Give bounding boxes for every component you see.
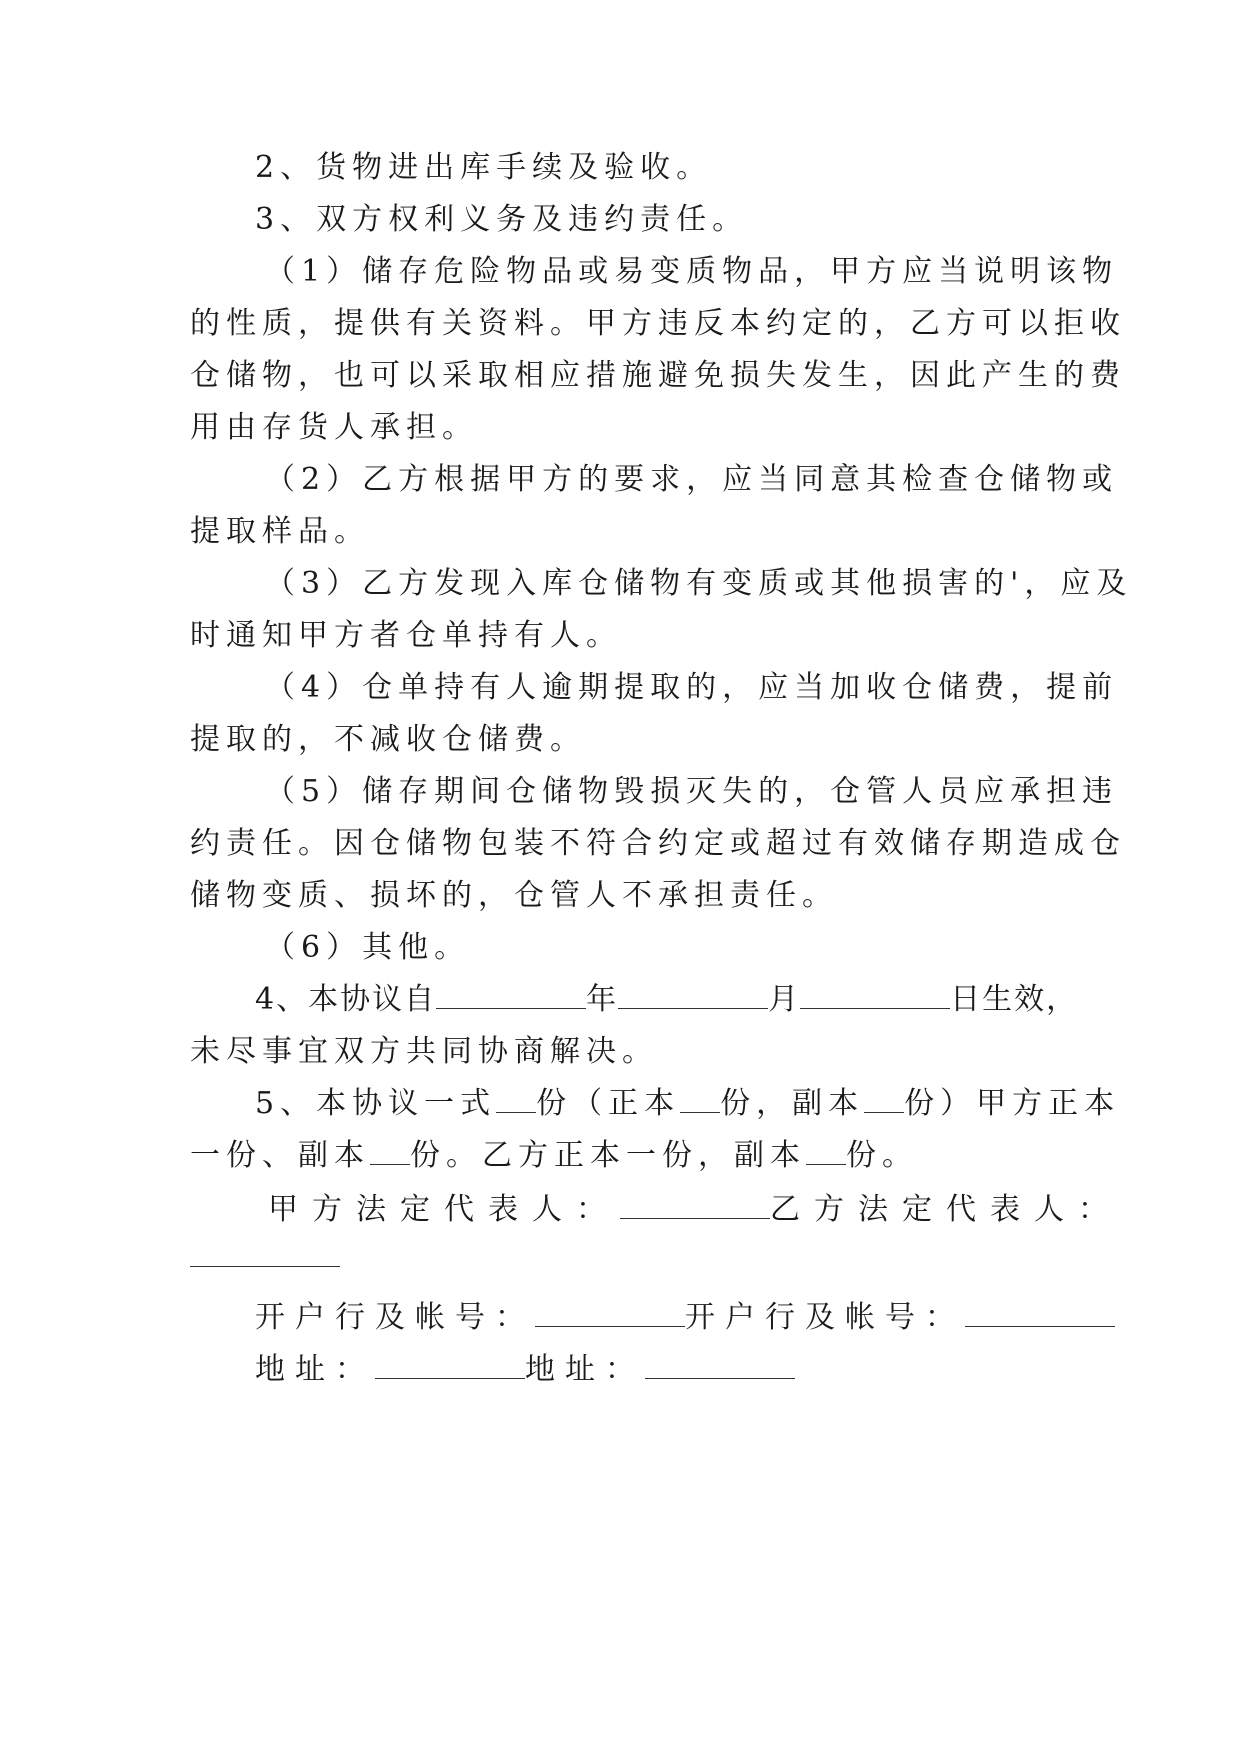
clause-4-line-1: （4）仓单持有人逾期提取的，应当加收仓储费，提前: [265, 670, 1119, 705]
item-5-line-1: [255, 1084, 1121, 1124]
clause-4-line-2: 提取的，不减收仓储费。: [190, 722, 586, 757]
clause-5-line-1: （5）储存期间仓储物毁损灭失的，仓管人员应承担违: [265, 774, 1119, 809]
item-4-line-2: 未尽事宜双方共同协商解决。: [190, 1034, 658, 1069]
item-4-year-label: 年: [586, 982, 619, 1017]
clause-5-line-3: 储物变质、损坏的，仓管人不承担责任。: [190, 878, 838, 913]
clause-3-line-1: （3）乙方发现入库仓储物有变质或其他损害的'，应及: [265, 566, 1133, 601]
bank-a-blank: [535, 1298, 685, 1327]
address-b-label: 地址：: [525, 1352, 645, 1387]
copies-blank: [496, 1084, 536, 1113]
party-b-duplicate-blank: [806, 1136, 846, 1165]
item-2: 2、货物进出库手续及验收。: [255, 150, 713, 185]
party-b-rep-label: 乙方法定代表人：: [770, 1192, 1122, 1227]
address-b-blank: [645, 1350, 795, 1379]
clause-6: （6）其他。: [265, 930, 471, 965]
bank-a-label: 开户行及帐号：: [255, 1300, 535, 1335]
original-copies-blank: [680, 1084, 720, 1113]
item-5-part-2: 份（正本: [536, 1086, 681, 1121]
address-a-blank: [375, 1350, 525, 1379]
item-3: 3、双方权利义务及违约责任。: [255, 202, 749, 237]
party-a-rep-label: 甲方法定代表人：: [268, 1192, 620, 1227]
item-4-month-label: 月: [768, 982, 801, 1017]
item-4-line-1: [255, 980, 1115, 1020]
year-blank: [436, 980, 586, 1009]
party-b-rep-line: [190, 1238, 1050, 1278]
item-5-part-7: 份。: [846, 1138, 918, 1173]
clause-5-line-2: 约责任。因仓储物包装不符合约定或超过有效储存期造成仓: [190, 826, 1126, 861]
item-5-line-2: [190, 1136, 1050, 1176]
item-5-part-6: 份。乙方正本一份，副本: [410, 1138, 806, 1173]
address-a-label: 地址：: [255, 1352, 375, 1387]
party-a-duplicate-blank: [370, 1136, 410, 1165]
representative-line: [268, 1190, 1128, 1230]
item-5-part-4: 份）甲方正本: [904, 1086, 1121, 1121]
clause-1-line-4: 用由存货人承担。: [190, 410, 478, 445]
item-5-part-5: 一份、副本: [190, 1138, 370, 1173]
bank-b-blank: [965, 1298, 1115, 1327]
party-a-rep-blank: [620, 1190, 770, 1219]
clause-2-line-1: （2）乙方根据甲方的要求，应当同意其检查仓储物或: [265, 462, 1119, 497]
day-blank: [800, 980, 950, 1009]
item-4-prefix: 4、本协议自: [255, 982, 437, 1017]
party-b-rep-blank: [190, 1238, 340, 1267]
item-5-part-3: 份，副本: [720, 1086, 865, 1121]
bank-b-label: 开户行及帐号：: [685, 1300, 965, 1335]
bank-account-line: [255, 1298, 1115, 1338]
address-line: [255, 1350, 1115, 1390]
clause-1-line-1: （1）储存危险物品或易变质物品，甲方应当说明该物: [265, 254, 1119, 289]
item-5-part-1: 5、本协议一式: [255, 1086, 497, 1121]
clause-3-line-2: 时通知甲方者仓单持有人。: [190, 618, 622, 653]
clause-1-line-3: 仓储物，也可以采取相应措施避免损失发生，因此产生的费: [190, 358, 1126, 393]
month-blank: [618, 980, 768, 1009]
clause-2-line-2: 提取样品。: [190, 514, 370, 549]
clause-1-line-2: 的性质，提供有关资料。甲方违反本约定的，乙方可以拒收: [190, 306, 1126, 341]
item-4-day-suffix: 日生效，: [950, 982, 1079, 1017]
duplicate-copies-blank: [864, 1084, 904, 1113]
